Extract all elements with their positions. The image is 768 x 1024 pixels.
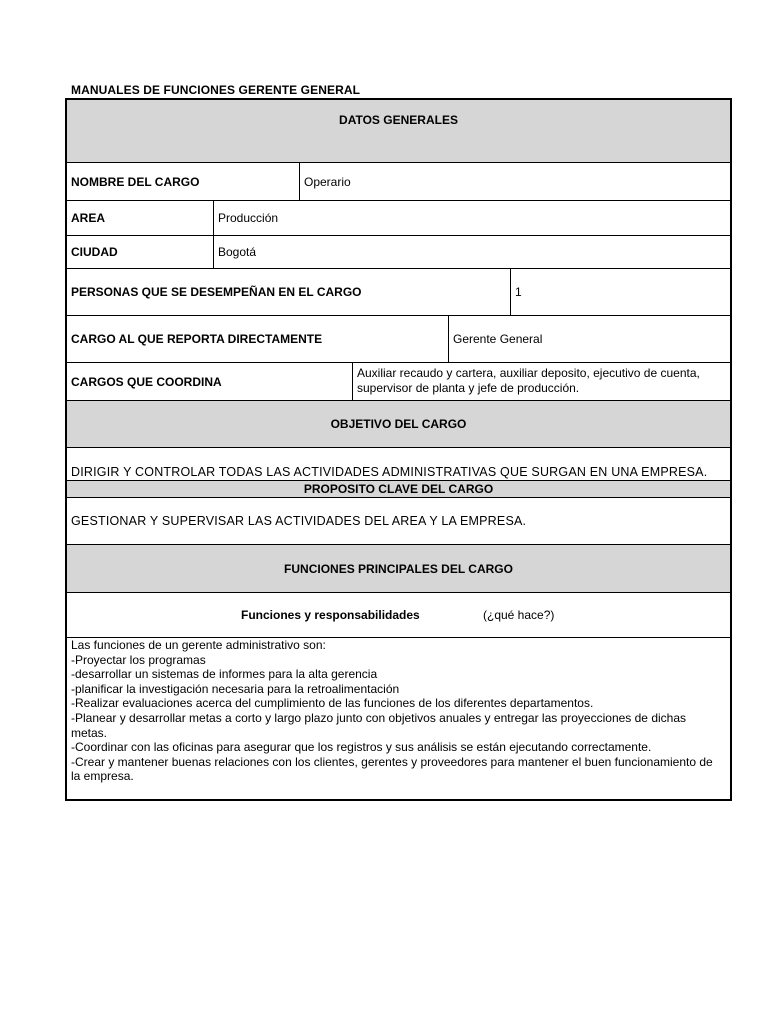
objetivo-row xyxy=(67,448,730,481)
ciudad-label: CIUDAD xyxy=(71,245,118,259)
funciones-line: -Realizar evaluaciones acerca del cumplimiento de las funciones de los diferentes departamentos. xyxy=(71,696,594,711)
funciones-list xyxy=(71,638,730,784)
proposito-header xyxy=(67,481,730,498)
funciones-line: -desarrollar un sistemas de informes para la alta gerencia xyxy=(71,667,378,682)
coordina-value: Auxiliar recaudo y cartera, auxiliar deposito, ejecutivo de cuenta, supervisor de planta y jefe de producción. xyxy=(352,363,730,400)
funciones-subheading: Funciones y responsabilidades xyxy=(241,608,420,622)
funciones-header xyxy=(67,545,730,593)
proposito-heading: PROPOSITO CLAVE DEL CARGO xyxy=(303,482,494,496)
funciones-line: Las funciones de un gerente administrativo son: xyxy=(71,638,326,652)
row-nombre-cargo xyxy=(67,163,730,201)
funciones-subheader xyxy=(67,593,730,638)
funciones-line: -Proyectar los programas xyxy=(71,652,206,667)
funciones-heading: FUNCIONES PRINCIPALES DEL CARGO xyxy=(284,561,513,576)
nombre-cargo-value: Operario xyxy=(299,163,730,200)
reporta-value: Gerente General xyxy=(448,316,730,362)
objetivo-header xyxy=(67,401,730,448)
document-title: MANUALES DE FUNCIONES GERENTE GENERAL xyxy=(71,83,361,97)
funciones-line: -Coordinar con las oficinas para asegurar que los registros y sus análisis se están ejecutando correctamente. xyxy=(71,740,652,755)
row-reporta xyxy=(67,316,730,363)
ciudad-value: Bogotá xyxy=(213,236,730,268)
proposito-text: GESTIONAR Y SUPERVISAR LAS ACTIVIDADES DEL AREA Y LA EMPRESA. xyxy=(71,514,527,528)
job-description-form xyxy=(65,98,732,801)
proposito-row xyxy=(67,498,730,545)
objetivo-heading: OBJETIVO DEL CARGO xyxy=(330,417,467,431)
area-label: AREA xyxy=(71,211,106,225)
funciones-line: -planificar la investigación necesaria para la retroalimentación xyxy=(71,681,400,696)
area-value: Producción xyxy=(213,201,730,235)
row-area xyxy=(67,201,730,236)
row-ciudad xyxy=(67,236,730,269)
nombre-cargo-label: NOMBRE DEL CARGO xyxy=(71,174,200,189)
reporta-label: CARGO AL QUE REPORTA DIRECTAMENTE xyxy=(71,332,323,346)
personas-value: 1 xyxy=(510,269,730,315)
row-personas xyxy=(67,269,730,316)
objetivo-text: DIRIGIR Y CONTROLAR TODAS LAS ACTIVIDADES ADMINISTRATIVAS QUE SURGAN EN UNA EMPRESA. xyxy=(71,465,708,479)
funciones-subheading-note: (¿qué hace?) xyxy=(483,608,555,622)
coordina-label: CARGOS QUE COORDINA xyxy=(71,374,222,389)
funciones-body xyxy=(67,638,730,799)
row-coordina xyxy=(67,363,730,401)
funciones-line: -Crear y mantener buenas relaciones con los clientes, gerentes y proveedores para mantener el buen funcionamiento de la empresa. xyxy=(71,754,713,784)
datos-generales-heading: DATOS GENERALES xyxy=(339,113,458,127)
datos-generales-header xyxy=(67,100,730,163)
funciones-line: -Planear y desarrollar metas a corto y largo plazo junto con objetivos anuales y entregar las proyecciones de dichas metas. xyxy=(71,710,686,740)
personas-label: PERSONAS QUE SE DESEMPEÑAN EN EL CARGO xyxy=(71,285,362,299)
